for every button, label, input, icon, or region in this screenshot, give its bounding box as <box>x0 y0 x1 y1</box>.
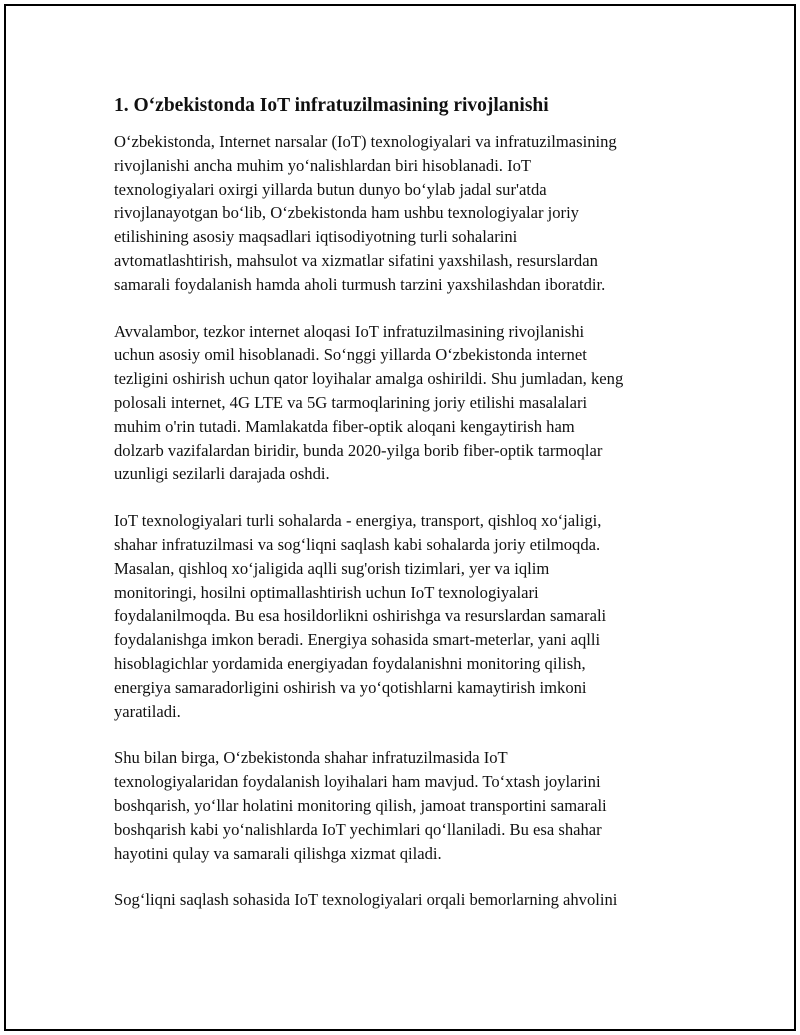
text-line: polosali internet, 4G LTE va 5G tarmoqlarining joriy etilishi masalalari <box>114 392 588 412</box>
text-line: hisoblagichlar yordamida energiyadan foydalanishni monitoring qilish, <box>114 653 586 673</box>
text-line: O‘zbekistonda, Internet narsalar (IoT) texnologiyalari va infratuzilmasining <box>114 132 617 151</box>
text-line: foydalanishga imkon beradi. Energiya sohasida smart-meterlar, yani aqlli <box>114 630 601 650</box>
text-line: uchun asosiy omil hisoblanadi. So‘nggi yillarda O‘zbekistonda internet <box>114 345 587 365</box>
section-heading: 1. O‘zbekistonda IoT infratuzilmasining rivojlanishi <box>114 95 549 116</box>
text-line: rivojlanishi ancha muhim yo‘nalishlardan biri hisoblanadi. IoT <box>114 155 532 175</box>
text-line: shahar infratuzilmasi va sog‘liqni saqlash kabi sohalarda joriy etilmoqda. <box>114 534 601 554</box>
text-line: etilishining asosiy maqsadlari iqtisodiyotning turli sohalarini <box>114 227 518 247</box>
text-line: monitoringi, hosilni optimallashtirish uchun IoT texnologiyalari <box>114 582 539 602</box>
text-line: Shu bilan birga, O‘zbekistonda shahar infratuzilmasida IoT <box>114 748 508 768</box>
text-line: dolzarb vazifalardan biridir, bunda 2020-yilga borib fiber-optik tarmoqlar <box>114 440 603 460</box>
text-line: texnologiyalari oxirgi yillarda butun dunyo bo‘ylab jadal sur'atda <box>114 179 547 199</box>
text-line: boshqarish kabi yo‘nalishlarda IoT yechimlari qo‘llaniladi. Bu esa shahar <box>114 819 602 839</box>
text-line: rivojlanayotgan bo‘lib, O‘zbekistonda ham ushbu texnologiyalar joriy <box>114 203 579 223</box>
paragraph-5 <box>114 888 694 912</box>
text-line: hayotini qulay va samarali qilishga xizmat qiladi. <box>114 843 442 863</box>
paragraph-4 <box>114 746 694 865</box>
text-line: samarali foydalanish hamda aholi turmush tarzini yaxshilashdan iboratdir. <box>114 274 606 294</box>
text-line: muhim o'rin tutadi. Mamlakatda fiber-optik aloqani kengaytirish ham <box>114 416 575 436</box>
text-line: uzunligi sezilarli darajada oshdi. <box>114 464 330 484</box>
text-line: energiya samaradorligini oshirish va yo‘qotishlarni kamaytirish imkoni <box>114 677 587 697</box>
text-line: texnologiyalaridan foydalanish loyihalari ham mavjud. To‘xtash joylarini <box>114 772 601 792</box>
text-line: IoT texnologiyalari turli sohalarda - energiya, transport, qishloq xo‘jaligi, <box>114 511 602 531</box>
text-line: boshqarish, yo‘llar holatini monitoring qilish, jamoat transportini samarali <box>114 795 607 815</box>
text-line: yaratiladi. <box>114 701 181 721</box>
paragraph-2 <box>114 320 694 487</box>
text-line: tezligini oshirish uchun qator loyihalar amalga oshirildi. Shu jumladan, keng <box>114 369 624 389</box>
paragraph-3 <box>114 509 694 723</box>
text-line: Sog‘liqni saqlash sohasida IoT texnologiyalari orqali bemorlarning ahvolini <box>114 890 618 910</box>
text-line: Masalan, qishloq xo‘jaligida aqlli sug'orish tizimlari, yer va iqlim <box>114 558 550 578</box>
document-body <box>114 92 694 935</box>
text-line: Avvalambor, tezkor internet aloqasi IoT infratuzilmasining rivojlanishi <box>114 321 585 341</box>
text-line: avtomatlashtirish, mahsulot va xizmatlar sifatini yaxshilash, resurslardan <box>114 250 598 270</box>
text-line: foydalanilmoqda. Bu esa hosildorlikni oshirishga va resurslardan samarali <box>114 606 607 626</box>
paragraph-1 <box>114 130 694 297</box>
